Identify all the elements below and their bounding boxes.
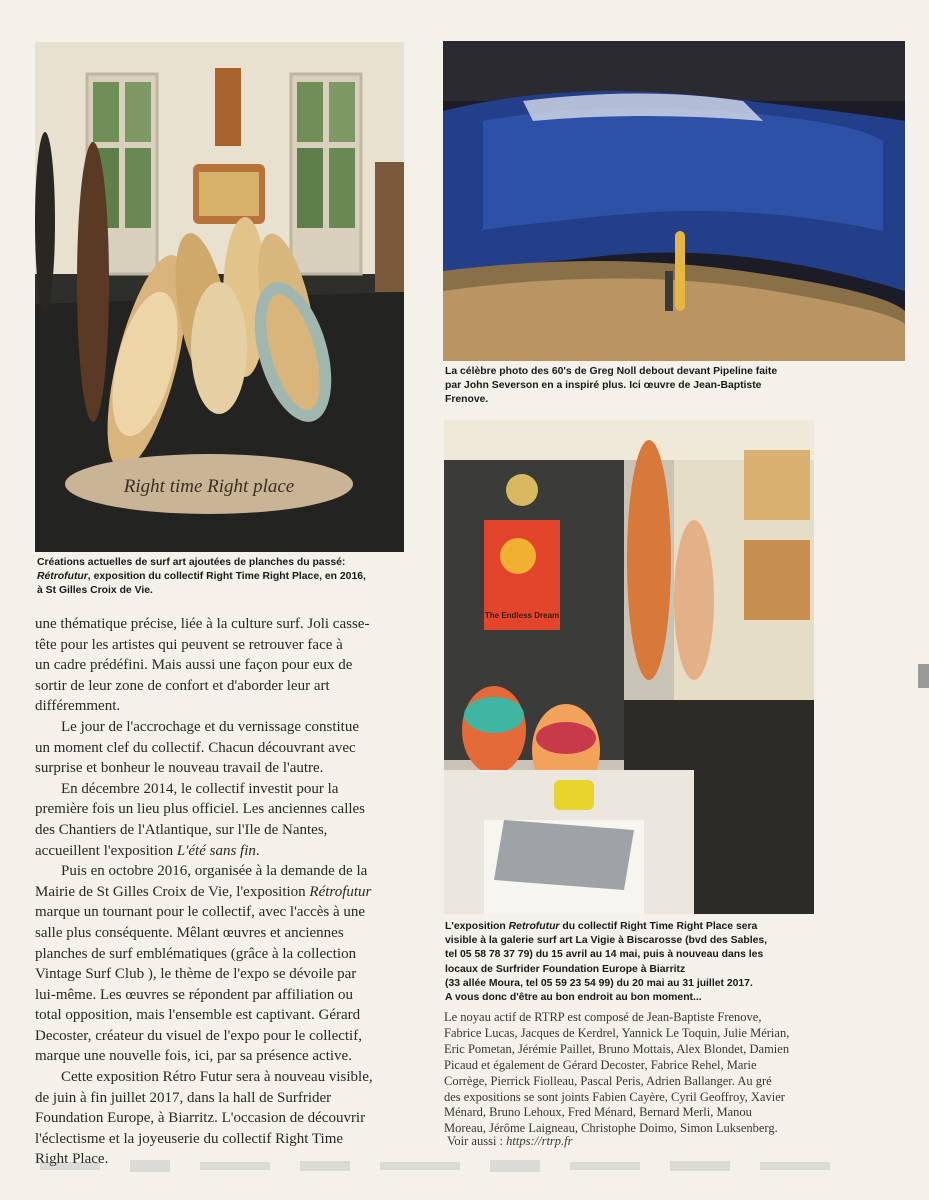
article-line <box>35 841 410 862</box>
article-text: Mairie de St Gilles Croix de Vie, l'exposition <box>35 883 310 900</box>
article-line: planches de surf emblématiques (grâce à la collection <box>35 945 357 962</box>
article-line: Decoster, créateur du visuel de l'expo pour le collectif, <box>35 1027 362 1044</box>
article-line: En décembre 2014, le collectif investit pour la <box>61 780 339 797</box>
credits-line: Eric Pometan, Jérémie Paillet, Bruno Mottais, Alex Blondet, Damien <box>444 1041 790 1056</box>
article-text: accueillent l'exposition <box>35 842 177 859</box>
article-line: sortir de leur zone de confort et d'aborder leur art <box>35 677 330 694</box>
article-body <box>35 614 410 1170</box>
surfboards-exhibition-image <box>35 42 404 552</box>
article-line: salle plus conséquente. Mêlant œuvres et anciennes <box>35 924 344 941</box>
page-edge-tab <box>918 664 929 688</box>
see-also-label: Voir aussi : <box>447 1134 507 1148</box>
caption-wave-artwork <box>445 365 777 408</box>
caption-line: tel 05 58 78 37 79) du 15 avril au 14 mai, puis à nouveau dans les <box>445 949 764 961</box>
caption-line <box>445 920 767 934</box>
caption-text: L'exposition <box>445 921 509 932</box>
credits-line: Le noyau actif de RTRP est composé de Jean-Baptiste Frenove, <box>444 1010 762 1024</box>
article-line: l'éclectisme et la joyeuserie du collectif Right Time <box>35 1130 344 1147</box>
article-line: lui-même. Les œuvres se répondent par affiliation ou <box>35 986 353 1003</box>
article-italic: Rétrofutur <box>309 883 372 900</box>
caption-line: A vous donc d'être au bon endroit au bon moment... <box>445 992 702 1004</box>
article-line: différemment. <box>35 698 121 715</box>
caption-line: à St Gilles Croix de Vie. <box>37 585 153 597</box>
article-line: tête pour les artistes qui peuvent se retrouver face à <box>35 636 343 653</box>
caption-text: , exposition du collectif Right Time Right Place, en 2016, <box>87 571 366 583</box>
article-line: surprise et bonheur le nouveau travail de l'autre. <box>35 760 324 777</box>
article-line: Puis en octobre 2016, organisée à la demande de la <box>61 863 368 880</box>
caption-line: La célèbre photo des 60's de Greg Noll debout devant Pipeline faite <box>445 366 778 377</box>
credits-list <box>444 1010 834 1137</box>
credits-line: Ménard, Bruno Lehoux, Fred Ménard, Bernard Merli, Manou <box>444 1105 752 1120</box>
caption-italic: Rétrofutur <box>37 571 88 583</box>
photo-surfboards-exhibition <box>35 42 404 552</box>
article-line: Right Place. <box>35 1151 109 1168</box>
footer-logos-strip <box>40 1156 920 1176</box>
article-line: Vintage Surf Club ), le thème de l'expo se dévoile par <box>35 966 357 983</box>
article-line: un cadre prédéfini. Mais aussi une façon pour eux de <box>35 657 353 674</box>
article-line: première fois un lieu plus officiel. Les anciennes calles <box>35 801 366 818</box>
caption-line: par John Severson en a inspiré plus. Ici œuvre de Jean-Baptiste <box>445 380 762 392</box>
caption-text: du collectif Right Time Right Place sera <box>559 921 758 932</box>
footer-logos-image <box>40 1156 920 1176</box>
wave-artwork-image <box>443 41 905 361</box>
caption-line: visible à la galerie surf art La Vigie à Biscarosse (bvd des Sables, <box>445 935 768 947</box>
article-line: Le jour de l'accrochage et du vernissage constitue <box>61 718 359 735</box>
photo-wave-artwork <box>443 41 905 361</box>
article-line: un moment clef du collectif. Chacun découvrant avec <box>35 739 356 756</box>
poster-text: The Endless Dream <box>484 611 560 620</box>
caption-line: locaux de Surfrider Foundation Europe à Biarritz <box>445 963 686 975</box>
credits-line: Moreau, Jérôme Laigneau, Christophe Doimo, Simon Luksenberg. <box>444 1121 778 1136</box>
see-also <box>447 1134 573 1149</box>
caption-gallery-retrofutur <box>445 920 767 1005</box>
article-line: des Chantiers de l'Atlantique, sur l'Ile de Nantes, <box>35 821 328 838</box>
caption-italic: Retrofutur <box>508 921 560 932</box>
article-line: marque une nouvelle fois, ici, par sa présence active. <box>35 1048 352 1065</box>
article-italic: L'été sans fin <box>176 842 256 859</box>
article-line: total opposition, mais l'ensemble est captivant. Gérard <box>35 1007 361 1024</box>
credits-line: des expositions se sont joints Fabien Cayère, Cyril Geoffroy, Xavier <box>444 1089 785 1104</box>
article-line <box>35 882 410 903</box>
caption-line <box>37 570 366 584</box>
photo-gallery-retrofutur <box>444 420 814 914</box>
article-line: Foundation Europe, à Biarritz. L'occasion de découvrir <box>35 1110 366 1127</box>
caption-line: Créations actuelles de surf art ajoutées de planches du passé: <box>37 557 346 568</box>
caption-line: (33 allée Moura, tel 05 59 23 54 99) du 20 mai au 31 juillet 2017. <box>445 977 753 989</box>
article-line: marque un tournant pour le collectif, avec l'accès à une <box>35 904 366 921</box>
article-line: de juin à fin juillet 2017, dans la hall de Surfrider <box>35 1089 332 1106</box>
credits-line: Corrège, Pierrick Fiolleau, Pascal Peris, Adrien Ballanger. Au gré <box>444 1073 772 1088</box>
credits-line: Picaud et également de Gérard Decoster, Fabrice Rehel, Marie <box>444 1057 757 1072</box>
caption-line: Frenove. <box>445 394 489 406</box>
article-text: . <box>255 842 260 859</box>
article-line: Cette exposition Rétro Futur sera à nouveau visible, <box>61 1069 373 1086</box>
see-also-link[interactable]: https://rtrp.fr <box>506 1134 573 1148</box>
banner-text: Right time Right place <box>123 476 295 497</box>
caption-surfboards-exhibition <box>37 556 366 599</box>
article-line: une thématique précise, liée à la culture surf. Joli casse- <box>35 616 370 632</box>
gallery-retrofutur-image <box>444 420 814 914</box>
credits-line: Fabrice Lucas, Jacques de Kerdrel, Yannick Le Toquin, Julie Mérian, <box>444 1025 790 1040</box>
